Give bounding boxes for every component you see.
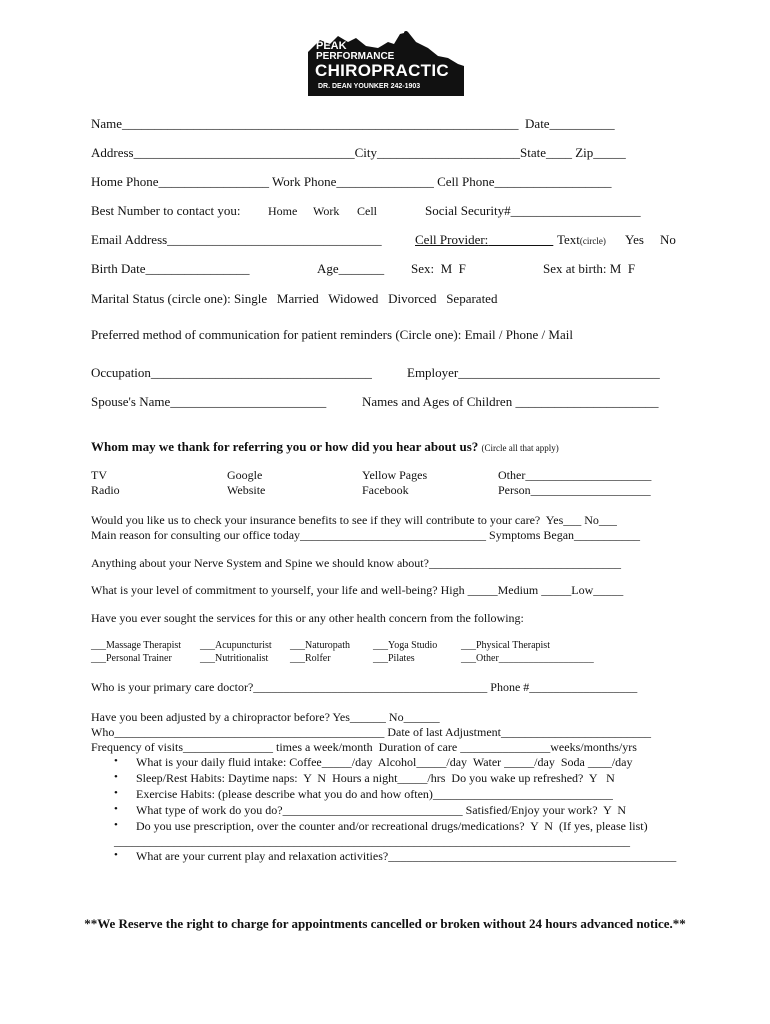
work-type-field[interactable]: What type of work do you do?______________________________ Satisfied/Enjoy your work? Y N: [136, 803, 627, 817]
best-number-label: Best Number to contact you:: [91, 203, 241, 218]
cell-provider-label: Cell Provider:: [415, 232, 489, 247]
cell-provider-field[interactable]: [415, 232, 553, 248]
logo-doctor: DR. DEAN YOUNKER 242-1903: [318, 83, 421, 90]
text-circle-note: (circle): [579, 236, 606, 246]
preferred-communication-options[interactable]: Preferred method of communication for patient reminders (Circle one): Email / Phone / Mail: [91, 327, 573, 342]
service-yoga-studio[interactable]: ___Yoga Studio: [373, 640, 438, 651]
birth-date-field[interactable]: Birth Date________________: [91, 261, 250, 276]
sleep-habits-field[interactable]: Sleep/Rest Habits: Daytime naps: Y N Hours a night_____/hrs Do you wake up refreshed? Y N: [136, 771, 615, 785]
service-physical-therapist[interactable]: ___Physical Therapist: [461, 640, 550, 651]
referral-option-tv[interactable]: TV: [91, 468, 107, 482]
referral-option-other[interactable]: Other_____________________: [498, 468, 652, 482]
service-naturopath[interactable]: ___Naturopath: [290, 640, 350, 651]
primary-care-doctor-field[interactable]: Who is your primary care doctor?_______________________________________ Phone #__________________: [91, 680, 638, 694]
age-field[interactable]: Age_______: [317, 261, 385, 276]
referral-note: (Circle all that apply): [481, 443, 559, 453]
referral-option-website[interactable]: Website: [227, 483, 266, 497]
address-field[interactable]: Address__________________________________City______________________State____ Zip_____: [91, 145, 626, 160]
nerve-system-field[interactable]: Anything about your Nerve System and Spine we should know about?________________________________: [91, 556, 621, 570]
logo-peak: PEAK: [316, 40, 347, 52]
referral-option-google[interactable]: Google: [227, 468, 263, 482]
cancellation-notice: **We Reserve the right to charge for appointments cancelled or broken without 24 hours advanced notice.**: [84, 916, 686, 931]
bullet-dot-icon: •: [114, 803, 118, 815]
visit-frequency-field[interactable]: Frequency of visits_______________ times a week/month Duration of care _______________weeks/months/yrs: [91, 740, 637, 754]
text-permission: [557, 232, 606, 248]
medications-question[interactable]: Do you use prescription, over the counter and/or recreational drugs/medications? Y N (If yes, please list): [136, 819, 648, 833]
service-other[interactable]: ___Other___________________: [461, 653, 594, 664]
bullet-dot-icon: •: [114, 787, 118, 799]
commitment-field[interactable]: What is your level of commitment to yourself, your life and well-being? High _____Medium _____Low_____: [91, 583, 624, 597]
bullet-dot-icon: •: [114, 771, 118, 783]
best-number-home[interactable]: Home: [268, 204, 298, 218]
referral-option-facebook[interactable]: Facebook: [362, 483, 409, 497]
employer-field[interactable]: Employer_______________________________: [407, 365, 660, 380]
referral-heading-text: Whom may we thank for referring you or how did you hear about us?: [91, 439, 479, 454]
best-number-work[interactable]: Work: [313, 204, 340, 218]
social-security-field[interactable]: Social Security#____________________: [425, 203, 641, 218]
exercise-habits-field[interactable]: Exercise Habits: (please describe what you do and how often)______________________________: [136, 787, 613, 801]
referral-option-radio[interactable]: Radio: [91, 483, 120, 497]
service-pilates[interactable]: ___Pilates: [373, 653, 415, 664]
text-label: Text: [557, 232, 580, 247]
best-number-cell[interactable]: Cell: [357, 204, 377, 218]
medications-list-field[interactable]: ______________________________________________________________________________________: [114, 834, 630, 848]
main-reason-field[interactable]: Main reason for consulting our office today_______________________________ Symptoms Began___________: [91, 528, 641, 542]
adjusted-before-question[interactable]: Have you been adjusted by a chiropractor before? Yes______ No______: [91, 710, 440, 724]
email-field[interactable]: Email Address_________________________________: [91, 232, 382, 247]
service-personal-trainer[interactable]: ___Personal Trainer: [91, 653, 172, 664]
referral-option-yellow-pages[interactable]: Yellow Pages: [362, 468, 428, 482]
practice-logo: [308, 30, 464, 96]
sex-options[interactable]: Sex: M F: [411, 261, 466, 276]
play-activities-field[interactable]: What are your current play and relaxation activities?________________________________________________: [136, 849, 677, 863]
bullet-dot-icon: •: [114, 819, 118, 831]
bullet-dot-icon: •: [114, 755, 118, 767]
service-rolfer[interactable]: ___Rolfer: [290, 653, 331, 664]
sex-at-birth-options[interactable]: Sex at birth: M F: [543, 261, 636, 276]
previous-chiropractor-field[interactable]: Who_____________________________________________ Date of last Adjustment_________________________: [91, 725, 651, 739]
marital-status-options[interactable]: Marital Status (circle one): Single Married Widowed Divorced Separated: [91, 291, 498, 306]
spouse-name-field[interactable]: Spouse's Name________________________: [91, 394, 327, 409]
phone-fields[interactable]: Home Phone_________________ Work Phone_______________ Cell Phone__________________: [91, 174, 612, 189]
services-question: Have you ever sought the services for this or any other health concern from the following:: [91, 611, 524, 625]
service-massage-therapist[interactable]: ___Massage Therapist: [91, 640, 182, 651]
text-no-option[interactable]: No: [660, 232, 676, 247]
occupation-field[interactable]: Occupation__________________________________: [91, 365, 372, 380]
logo-performance: PERFORMANCE: [316, 51, 395, 62]
service-acupuncturist[interactable]: ___Acupuncturist: [200, 640, 272, 651]
referral-option-person[interactable]: Person____________________: [498, 483, 651, 497]
service-nutritionalist[interactable]: ___Nutritionalist: [200, 653, 269, 664]
children-field[interactable]: Names and Ages of Children ______________________: [362, 394, 659, 409]
referral-heading: [91, 439, 559, 455]
logo-chiropractic: CHIROPRACTIC: [315, 61, 449, 80]
name-field[interactable]: Name_____________________________________________________________ Date__________: [91, 116, 615, 131]
text-yes-option[interactable]: Yes: [625, 232, 644, 247]
fluid-intake-field[interactable]: What is your daily fluid intake: Coffee_____/day Alcohol_____/day Water _____/day Soda ____/day: [136, 755, 633, 769]
insurance-check-question[interactable]: Would you like us to check your insurance benefits to see if they will contribute to your care? Yes___ No___: [91, 513, 617, 527]
bullet-dot-icon: •: [114, 849, 118, 861]
